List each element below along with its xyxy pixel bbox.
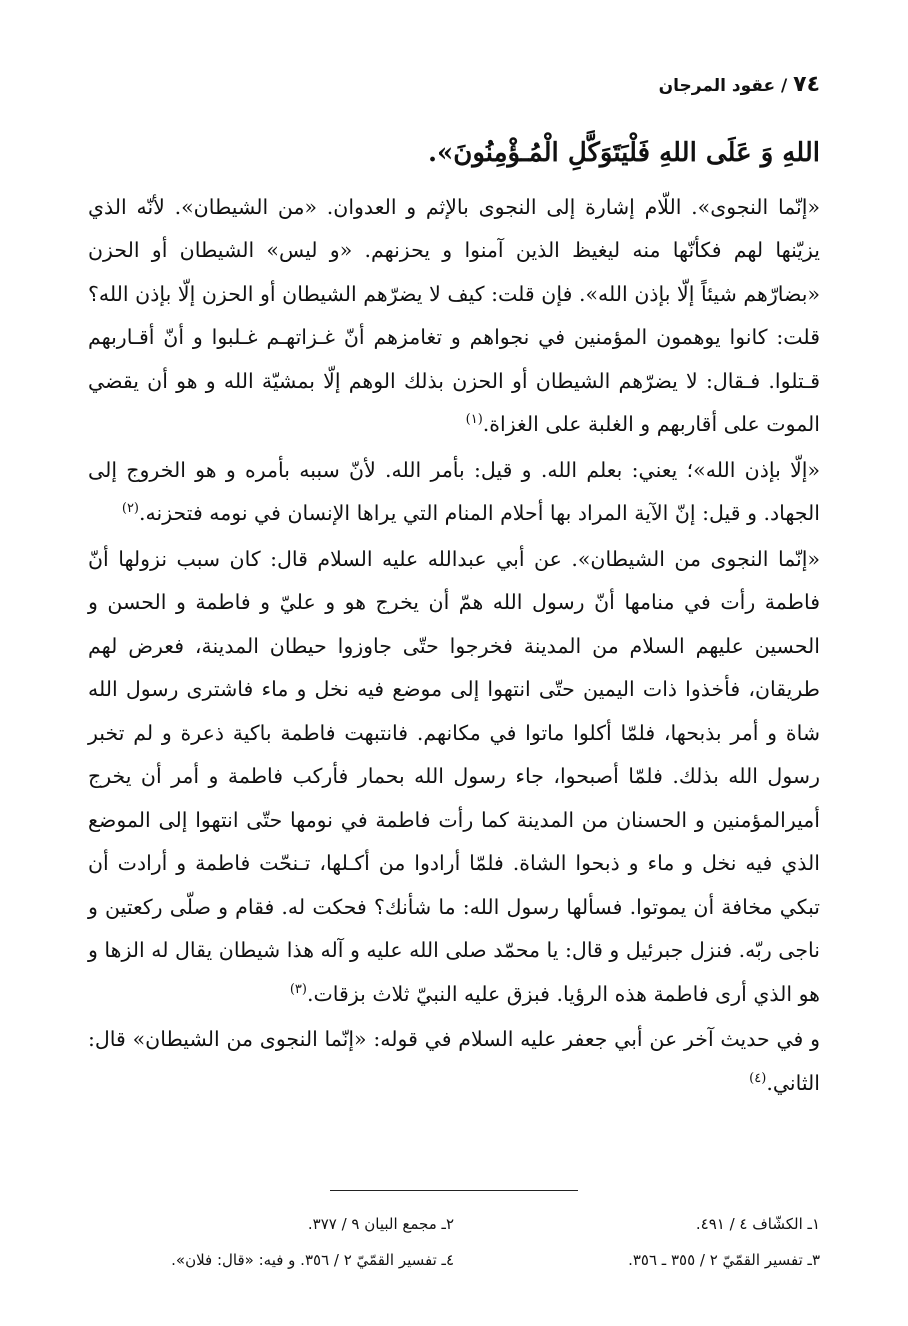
- footnotes: [88, 1206, 820, 1278]
- page-number: ٧٤: [793, 72, 820, 97]
- paragraph-2: «إلّا بإذن الله»؛ يعني: بعلم الله. و قيل: بأمر الله. لأنّ سببه بأمره و هو الخروج إلى الجهاد. و قيل: إنّ الآية المراد بها أحلام المنام التي يراها الإنسان في نومه فتحزنه.$^{(٢)}$: [88, 457, 820, 525]
- paragraph-1: «إنّما النجوى». اللّام إشارة إلى النجوى بالإثم و العدوان. «من الشيطان». لأنّه الذي يزيّنها لهم فكأنّها منه ليغيظ الذين آمنوا و يحزنهم. «و ليس» الشيطان أو الحزن «بضارّهم شيئاً إلّا بإذن الله». فإن قلت: كيف لا يضرّهم الشيطان أو الحزن إلّا بإذن الله؟ قلت: كانوا يوهمون المؤمنين في نجواهم و تغامزهم أنّ غـزاتهـم غـلبوا و أنّ أقـاربهم قـتلوا. فـقال: لا يضرّهم الشيطان أو الحزن بذلك الوهم إلّا بمشيّة الله و هو أن يقضي الموت على أقاربهم و الغلبة على الغزاة.$^{(١)}$: [88, 194, 820, 436]
- footnote-ref-3: (٣): [289, 981, 307, 997]
- header-separator: /: [781, 76, 788, 96]
- footnote-ref-4: (٤): [749, 1070, 767, 1086]
- footnote-ref-2: (٢): [121, 501, 139, 517]
- footnote-row: [88, 1206, 820, 1242]
- footnote-1: ١ـ الكشّاف ٤ / ٤٩١.: [695, 1215, 820, 1233]
- footnote-4: ٤ـ تفسير القمّيّ ٢ / ٣٥٦. و فيه: «قال: فلان».: [171, 1251, 454, 1269]
- footnote-2: ٢ـ مجمع البيان ٩ / ٣٧٧.: [307, 1215, 454, 1233]
- book-title: عقود المرجان: [658, 76, 776, 96]
- footnote-ref-1: (١): [465, 412, 483, 428]
- paragraph-4: و في حديث آخر عن أبي جعفر عليه السلام في قوله: «إنّما النجوى من الشيطان» قال: الثاني.$^{(٤)}$: [88, 1027, 820, 1095]
- verse-ending: اللهِ وَ عَلَى اللهِ فَلْيَتَوَكَّلِ الْمُـؤْمِنُونَ».: [427, 138, 820, 168]
- main-text: [88, 132, 820, 1107]
- footnote-row: [88, 1242, 820, 1278]
- footnote-3: ٣ـ تفسير القمّيّ ٢ / ٣٥٥ ـ ٣٥٦.: [628, 1251, 820, 1269]
- paragraph-3: «إنّما النجوى من الشيطان». عن أبي عبدالله عليه السلام قال: كان سبب نزولها أنّ فاطمة رأت في منامها أنّ رسول الله همّ أن يخرج هو و عليّ و فاطمة و الحسن و الحسين عليهم السلام من المدينة فخرجوا حتّى جاوزوا حيطان المدينة، فعرض لهم طريقان، فأخذوا ذات اليمين حتّى انتهوا إلى موضع فيه نخل و ماء فاشترى رسول الله شاة و أمر بذبحها، فلمّا أكلوا ماتوا في مكانهم. فانتبهت فاطمة باكية ذعرة و لم تخبر رسول الله بذلك. فلمّا أصبحوا، جاء رسول الله بحمار فأركب فاطمة و أمر أن يخرج أميرالمؤمنين و الحسنان من المدينة كما رأت فاطمة في نومها حتّى انتهوا إلى الموضع الذي فيه نخل و ماء و ذبحوا الشاة. فلمّا أرادوا من أكـلها، تـنحّت فاطمة و أرادت أن تبكي مخافة أن يموتوا. فسألها رسول الله: ما شأنك؟ فحكت له. فقام و صلّى ركعتين و ناجى ربّه. فنزل جبرئيل و قال: يا محمّد صلى الله عليه و آله هذا شيطان يقال له الزها و هو الذي أرى فاطمة هذه الرؤيا. فبزق عليه النبيّ ثلاث بزقات.$^{(٣)}$: [88, 546, 820, 1006]
- running-header: [659, 72, 820, 97]
- footnote-divider: [330, 1190, 578, 1191]
